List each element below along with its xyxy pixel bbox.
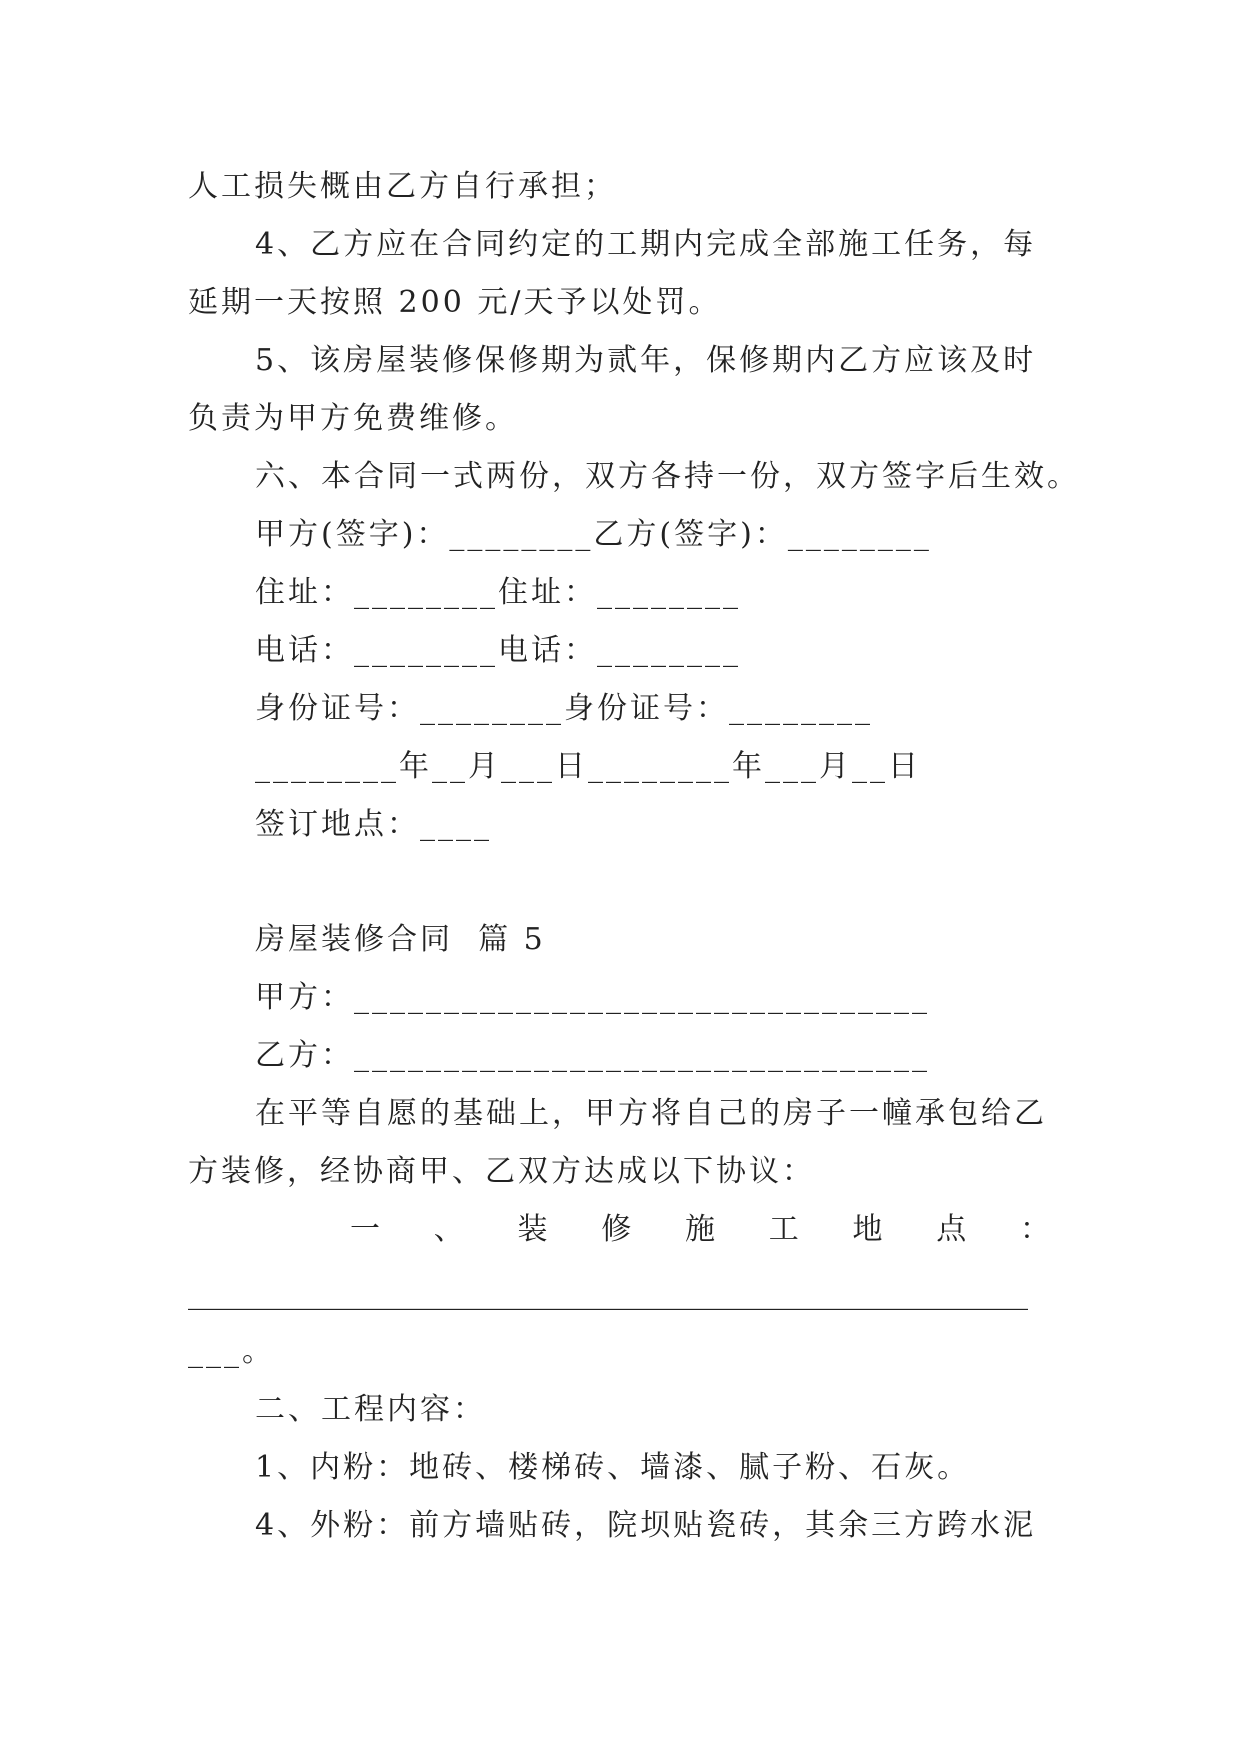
text-line: 延期一天按照 200 元/天予以处罚。 — [188, 285, 722, 320]
text-line: 4、乙方应在合同约定的工期内完成全部施工任务，每 — [255, 227, 1037, 262]
signing-place-line: 签订地点：____ — [255, 807, 492, 842]
blank-line: ________________________________________________________ — [188, 1276, 1028, 1311]
party-b-line: 乙方：________________________________ — [255, 1038, 930, 1073]
text-line: 4、外粉：前方墙贴砖，院坝贴瓷砖，其余三方跨水泥 — [255, 1508, 1037, 1543]
blank-line-end: ___。 — [188, 1334, 275, 1369]
text-line: 5、该房屋装修保修期为贰年，保修期内乙方应该及时 — [255, 343, 1037, 378]
text-line: 六、本合同一式两份，双方各持一份，双方签字后生效。 — [255, 459, 1080, 494]
id-number-line: 身份证号：________身份证号：________ — [255, 691, 873, 726]
text-line: 人工损失概由乙方自行承担； — [188, 169, 617, 204]
text-line: 方装修，经协商甲、乙双方达成以下协议： — [188, 1154, 815, 1189]
construction-site-heading: 一 、 装 修 施 工 地 点 ： — [350, 1212, 1050, 1247]
phone-line: 电话：________电话：________ — [255, 633, 741, 668]
text-line: 二、工程内容： — [255, 1392, 486, 1427]
text-line: 负责为甲方免费维修。 — [188, 401, 518, 436]
date-line: ________年__月___日________年___月__日 — [255, 749, 921, 784]
text-line: 在平等自愿的基础上，甲方将自己的房子一幢承包给乙 — [255, 1096, 1047, 1131]
text-line: 1、内粉：地砖、楼梯砖、墙漆、腻子粉、石灰。 — [255, 1450, 971, 1485]
party-a-line: 甲方：________________________________ — [255, 980, 930, 1015]
signature-line: 甲方(签字)：________乙方(签字)：________ — [255, 517, 932, 552]
address-line: 住址：________住址：________ — [255, 575, 741, 610]
section-title: 房屋装修合同 篇 5 — [255, 922, 546, 957]
